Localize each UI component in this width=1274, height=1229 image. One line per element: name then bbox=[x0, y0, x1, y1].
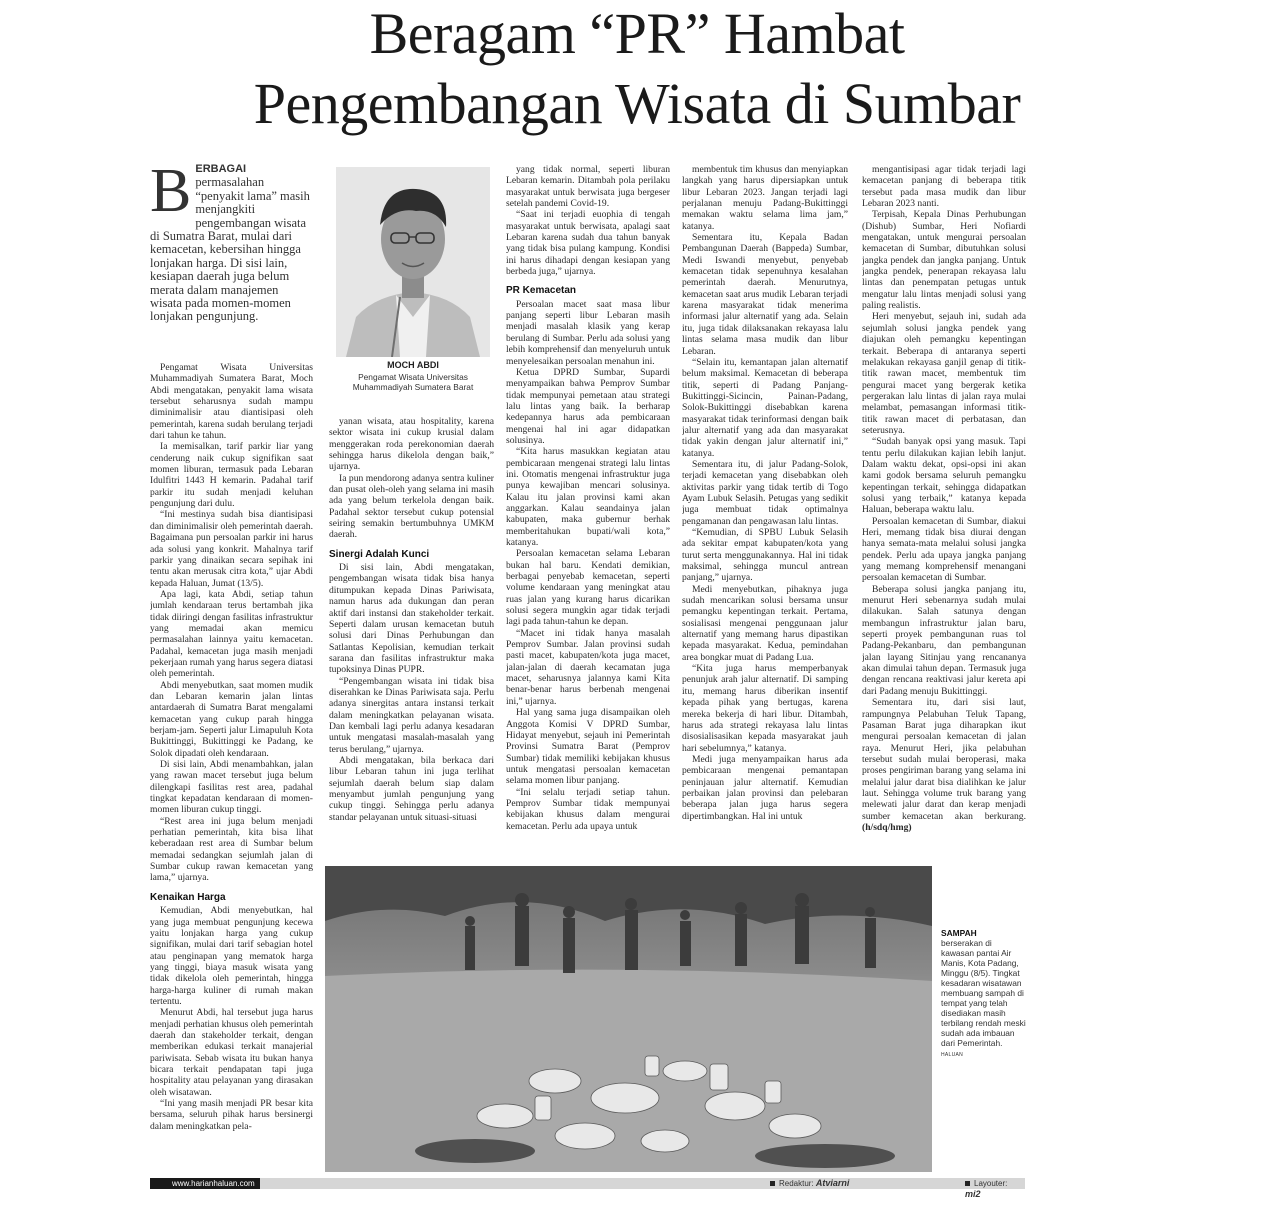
portrait-photo bbox=[336, 167, 490, 357]
paragraph: “Kita harus masukkan kegiatan atau pembicaraan mengenai strategi lalu lintas ini. Otomatis mengenai infrastruktur juga punya kewajiban mencari solusinya. Kalau itu jalan provinsi kami akan anggarkan. Kalau seandainya jalan kabupaten, maka gubernur berhak memberitahukan bupati/wali kota,” katanya. bbox=[506, 446, 670, 548]
paragraph: Apa lagi, kata Abdi, setiap tahun jumlah kendaraan terus bertambah jika tidak diiringi dengan fasilitas infrastruktur yang memadai akan memicu permasalahan lainnya yaitu kemacetan. Padahal, kemacetan juga masih menjadi pekerjaan rumah yang harus segera diatasi oleh pemerintah. bbox=[150, 588, 313, 680]
photo-caption bbox=[941, 928, 1027, 1060]
subheading-pr-kemacetan: PR Kemacetan bbox=[506, 285, 577, 297]
website-url[interactable]: www.harianhaluan.com bbox=[150, 1178, 260, 1189]
layouter-credit bbox=[965, 1178, 1025, 1200]
headline-line-2: Pengembangan Wisata di Sumbar bbox=[253, 71, 1021, 136]
paragraph: Pengamat Wisata Universitas Muhammadiyah Sumatera Barat, Moch Abdi mengatakan, penyakit lama wisata tersebut seharusnya sudah mampu diminimalisir atau diantisipasi oleh pemerintah, karena sudah berulang terjadi dari tahun ke tahun. bbox=[150, 362, 313, 442]
layouter-label: Layouter: bbox=[974, 1179, 1008, 1188]
paragraph: Kemudian, Abdi menyebutkan, hal yang juga membuat pengunjung kecewa yaitu lonjakan harga yang cukup signifikan, mulai dari tarif sebagian hotel atau penginapan yang mematok harga yang tinggi, biaya masuk wisata yang tidak dikelola oleh pemerintah, hingga harga-harga kuliner di rumah makan tertentu. bbox=[150, 905, 313, 1007]
paragraph: Sementara itu, Kepala Badan Pembangunan Daerah (Bappeda) Sumbar, Medi Iswandi menyebut, penyebab kemacetan tidak sepenuhnya kesalahan pemerintah daerah. Menurutnya, kemacetan saat arus mudik Lebaran terjadi karena masyarakat tidak menerima informasi jalur alternatif yang ada. Selain itu, juga tidak dilaksanakan rekayasa lalu lintas selama masa mudik dan libur Lebaran. bbox=[682, 232, 848, 357]
paragraph: Beberapa solusi jangka panjang itu, menurut Heri sebenarnya sudah mulai dilakukan. Salah satunya dengan membangun infrastruktur jalan baru, seperti proyek pembangunan ruas tol Padang-Pekanbaru, dan pembangunan jalan layang Sitinjau yang rencananya akan dimulai tahun depan. Termasuk juga dengan rencana reaktivasi jalur kereta api dari Padang menuju Bukittinggi. bbox=[862, 583, 1026, 697]
beach-trash-photo bbox=[325, 866, 932, 1172]
paragraph: “Selain itu, kemantapan jalan alternatif belum maksimal. Kemacetan di beberapa titik, seperti di Padang Panjang-Bukittinggi-Sicincin, Painan-Padang, Solok-Bukittinggi disebabkan karena masyarakat tidak terinformasi dengan baik jalur alternatif yang ada dan masyarakat tidak yakin dengan jalur alternatif ini,” katanya. bbox=[682, 356, 848, 459]
redaktur-credit bbox=[770, 1178, 849, 1189]
paragraph: Heri menyebut, sejauh ini, sudah ada sejumlah solusi jangka pendek yang diajukan oleh pemangku kepentingan terkait. Beberapa di antaranya seperti melakukan rekayasa ganjil genap di titik-titik rawan macet, membentuk tim pengurai macet yang bergerak ketika pergerakan lalu lintas di jalan raya mulai melambat, pemasangan informasi titik-titik rawan macet di perbatasan, dan seterusnya. bbox=[862, 311, 1026, 436]
paragraph: “Saat ini terjadi euophia di tengah masyarakat untuk berwisata, apalagi saat Lebaran karena sudah dua tahun banyak yang tidak bisa pulang kampung. Kondisi ini harus dihadapi dengan kesiapan yang berbeda juga,” ujarnya. bbox=[506, 209, 670, 278]
article-column-1 bbox=[150, 362, 313, 1170]
paragraph-text: Sementara itu, dari sisi laut, rampungnya Pelabuhan Teluk Tapang, Pasaman Barat juga diharapkan ikut mengurai persoalan kemacetan di jalan raya. Menurut Heri, jika pelabuhan tersebut sudah mulai beroperasi, maka proses pengiriman barang yang selama ini melalui jalur darat bisa dialihkan ke jalur laut. Sehingga volume truk barang yang melewati jalur darat dan kerap menjadi sumber kemacetan akan berkurang. bbox=[862, 697, 1026, 822]
paragraph: Hal yang sama juga disampaikan oleh Anggota Komisi V DPRD Sumbar, Hidayat menyebut, sejauh ini Pemerintah Provinsi Sumatra Barat (Pemprov Sumbar) tidak memiliki kebijakan khusus untuk mengatasi persoalan kemacetan selama momen libur panjang. bbox=[506, 707, 670, 787]
paragraph: “Sudah banyak opsi yang masuk. Tapi tentu perlu dilakukan kajian lebih lanjut. Dalam waktu dekat, opsi-opsi ini akan kami godok bersama seluruh pemangku kepentingan terkait, sehingga didapatkan solusi yang terbaik,” katanya kepada Haluan, beberapa waktu lalu. bbox=[862, 436, 1026, 516]
lead-text: permasalahan “penyakit lama” masih menjangkiti pengembangan wisata di Sumatra Barat, mulai dari kemacetan, kebersihan hingga lonjakan harga. Di sisi lain, kesiapan daerah juga belum merata dalam manajemen wisata pada momen-momen lonjakan pengunjung. bbox=[150, 175, 310, 324]
paragraph: yang tidak normal, seperti liburan Lebaran kemarin. Ditambah pola perilaku masyarakat untuk berwisata juga bergeser setelah pandemi Covid-19. bbox=[506, 164, 670, 210]
redaktur-label: Redaktur: bbox=[779, 1179, 814, 1188]
paragraph: yanan wisata, atau hospitality, karena sektor wisata ini cukup krusial dalam menggerakan roda perekonomian daerah sehingga harus dikelola dengan baik,” ujarnya. bbox=[329, 416, 494, 473]
subheading-sinergi: Sinergi Adalah Kunci bbox=[329, 548, 430, 560]
article-column-3 bbox=[506, 164, 670, 860]
article-column-4 bbox=[682, 164, 848, 860]
paragraph: “Kita juga harus memperbanyak penunjuk arah jalur alternatif. Di samping itu, memang harus diberikan insentif kepada pihak yang bertugas, karena mereka bekerja di hari libur. Ditambah, harus ada strategi rekayasa lalu lintas disosialisasikan kepada masyarakat jauh hari sebelumnya,” katanya. bbox=[682, 663, 848, 754]
paragraph: Medi juga menyampaikan harus ada pembicaraan mengenai pemantapan peninjauan jalur alternatif. Kemudian perbaikan jalan provinsi dan pelebaran beberapa jalan juga harus segera dipertimbangkan. Hal ini untuk bbox=[682, 753, 848, 822]
paragraph: Ia memisalkan, tarif parkir liar yang cenderung naik cukup signifikan saat momen liburan, termasuk pada Lebaran Idulfitri 1443 H kemarin. Padahal tarif parkir itu sudah menjadi keluhan pengunjung dari dulu. bbox=[150, 441, 313, 510]
paragraph: “Ini selalu terjadi setiap tahun. Pemprov Sumbar tidak mempunyai kebijakan khusus dalam mengurai kemacetan. Perlu ada upaya untuk bbox=[506, 786, 670, 832]
paragraph: “Pengembangan wisata ini tidak bisa diserahkan ke Dinas Pariwisata saja. Perlu adanya sinergitas antara instansi terkait dalam meningkatkan pelayanan wisata. Dan kembali lagi perlu adanya kesadaran untuk mengatasi masalah-masalah yang terus berulang,” ujarnya. bbox=[329, 675, 494, 755]
paragraph: mengantisipasi agar tidak terjadi lagi kemacetan panjang di beberapa titik tersebut pada masa mudik dan libur Lebaran 2023 nanti. bbox=[862, 164, 1026, 210]
footer-band bbox=[260, 1178, 1025, 1189]
photo-caption-title: SAMPAH bbox=[941, 928, 977, 938]
paragraph: “Ini mestinya sudah bisa diantisipasi dan diminimalisir oleh pemerintah daerah. Bagaimana pun persoalan parkir ini harus ada solusi yang konkrit. Mahalnya tarif parkir yang dinaikan secara sepihak ini tentu akan merusak citra kota,” ujar Abdi kepada Haluan, Jumat (13/5). bbox=[150, 509, 313, 589]
paragraph bbox=[862, 697, 1026, 833]
paragraph: “Kemudian, di SPBU Lubuk Selasih ada sekitar empat kabupaten/kota yang turut serta menggunakannya. Hal ini tidak maksimal, sehingga muncul antrean panjang,” ujarnya. bbox=[682, 527, 848, 584]
article-column-2 bbox=[329, 416, 494, 860]
photo-credit: HALUAN bbox=[941, 1052, 964, 1058]
redaktur-name: Atviarni bbox=[815, 1178, 850, 1188]
paragraph: Persoalan kemacetan selama Lebaran bukan hal baru. Kendati demikian, berbagai penyebab kemacetan, seperti volume kendaraan yang meningkat atau ruas jalan yang kurang harus dicarikan solusi segera mungkin agar tidak terjadi lagi pada tahun-tahun ke depan. bbox=[506, 548, 670, 628]
paragraph: Persoalan macet saat masa libur panjang seperti libur Lebaran masih menjadi masalah klasik yang kerap berulang di Sumbar. Perlu ada solusi yang lebih komprehensif dan menyeluruh untuk menyelesaikan persoalan menahun ini. bbox=[506, 298, 670, 367]
paragraph: Medi menyebutkan, pihaknya juga sudah mencarikan solusi bersama unsur pemangku kepentingan terkait. Pertama, sosialisasi mengenai penggunaan jalur alternatif yang memang harus dipastikan kepada masyarakat. Kedua, pemindahan area bongkar muat di Padang Lua. bbox=[682, 583, 848, 663]
paragraph: Persoalan kemacetan di Sumbar, diakui Heri, memang tidak bisa diurai dengan hanya semata-mata melalui solusi jangka pendek. Perlu ada upaya jangka panjang yang memang komprehensif menangani persoalan kemacetan di Sumbar. bbox=[862, 515, 1026, 584]
paragraph: Abdi menyebutkan, saat momen mudik dan Lebaran kemarin jalan lintas antardaerah di Sumatra Barat mengalami kemacetan yang cukup parah hingga berjam-jam. Seperti jalur Limapuluh Kota Bukittinggi, Bukittinggi ke Padang, ke Solok dipadati oleh kendaraan. bbox=[150, 679, 313, 759]
paragraph: Terpisah, Kepala Dinas Perhubungan (Dishub) Sumbar, Heri Nofiardi mengatakan, untuk mengurai persoalan kemacetan di Sumbar, dibutuhkan solusi jangka pendek dan jangka panjang. Untuk jangka pendek, penerapan rekayasa lalu lintas dan penempatan petugas untuk mengatur lalu lintas menjadi solusi yang paling realistis. bbox=[862, 209, 1026, 312]
portrait-role: Pengamat Wisata Universitas Muhammadiyah Sumatera Barat bbox=[352, 372, 474, 392]
square-bullet-icon bbox=[770, 1181, 775, 1186]
paragraph: Di sisi lain, Abdi menambahkan, jalan yang rawan macet tersebut juga belum dilengkapi fasilitas rest area, padahal tingkat kepadatan kendaraan di momen-momen liburan cukup tinggi. bbox=[150, 759, 313, 816]
paragraph: “Rest area ini juga belum menjadi perhatian pemerintah, kita bisa lihat keberadaan rest area di Sumbar belum memadai sedangkan sejumlah jalan di Sumbar cukup rawan kemacetan yang lama,” ujarnya. bbox=[150, 815, 313, 884]
paragraph: Abdi mengatakan, bila berkaca dari libur Lebaran tahun ini juga terlihat sejumlah daerah belum siap dalam menyambut jumlah pengunjung yang cukup tinggi. Sehingga perlu adanya standar pelayanan untuk situasi-situasi bbox=[329, 754, 494, 823]
paragraph: Di sisi lain, Abdi mengatakan, pengembangan wisata tidak bisa hanya ditumpukan kepada Dinas Pariwisata, namun harus ada dukungan dan peran aktif dari instansi dan stakeholder terkait. Seperti dalam urusan kemacetan butuh solusi dari Dinas Perhubungan dan Satlantas Kepolisian, kemudian terkait sarana dan fasilitas infrastruktur maka tupoksinya Dinas PUPR. bbox=[329, 562, 494, 676]
subheading-kenaikan-harga: Kenaikan Harga bbox=[150, 891, 226, 903]
paragraph: Ia pun mendorong adanya sentra kuliner dan pusat oleh-oleh yang selama ini masih ada yang belum terkelola dengan baik. Padahal sektor tersebut cukup potensial seiring semakin bertumbuhnya UMKM daerah. bbox=[329, 472, 494, 541]
headline-line-1: Beragam “PR” Hambat bbox=[369, 1, 905, 66]
author-sign: (h/sdq/hmg) bbox=[862, 821, 912, 833]
paragraph: Menurut Abdi, hal tersebut juga harus menjadi perhatian khusus oleh pemerintah daerah dan stakeholder terkait, dengan memberikan edukasi terkait manajerial pariwisata. Sebab wisata itu bukan hanya bicara terkait pendapatan tapi juga hospitality atau pelayanan yang dirasakan oleh wisatawan. bbox=[150, 1007, 313, 1098]
photo-caption-text: berserakan di kawasan pantai Air Manis, Kota Padang, Minggu (8/5). Tingkat kesadaran wisatawan membuang sampah di tempat yang telah disediakan masih terbilang rendah meski sudah ada imbauan dari Pemerintah. bbox=[941, 938, 1026, 1048]
lead-first-word: ERBAGAI bbox=[195, 163, 247, 175]
paragraph: membentuk tim khusus dan menyiapkan langkah yang harus dipersiapkan untuk libur Lebaran 2023. Jangan terjadi lagi perjalanan menuju Padang-Bukittinggi memakan waktu selama lima jam,” katanya. bbox=[682, 164, 848, 232]
layouter-name: mi2 bbox=[965, 1189, 981, 1199]
paragraph: “Ini yang masih menjadi PR besar kita bersama, seluruh pihak harus bersinergi dalam meningkatkan pela- bbox=[150, 1098, 313, 1132]
paragraph: Sementara itu, di jalur Padang-Solok, terjadi kemacetan yang disebabkan oleh aktivitas parkir yang tidak tertib di Togo Ayam Lubuk Selasih. Petugas yang sedikit juga membuat tidak optimalnya pengamanan dan pengawasan lalu lintas. bbox=[682, 458, 848, 527]
portrait-name: MOCH ABDI bbox=[387, 360, 439, 370]
drop-cap: B bbox=[150, 157, 192, 225]
article-column-5 bbox=[862, 164, 1026, 860]
paragraph: “Macet ini tidak hanya masalah Pemprov Sumbar. Jalan provinsi sudah pasti macet, kabupaten/kota juga macet, jalan-jalan di daerah kecamatan juga macet, seharusnya jalannya kami Kita benar-benar harus berbenah mengenai ini,” ujarnya. bbox=[506, 627, 670, 707]
paragraph: Ketua DPRD Sumbar, Supardi menyampaikan bahwa Pemprov Sumbar tidak mempunyai pemetaan atau strategi lalu lintas yang baik. Ia berharap kedepannya harus ada pembicaraan mengenai hal ini agar didapatkan solusinya. bbox=[506, 366, 670, 446]
lead-paragraph bbox=[150, 157, 310, 324]
page-footer bbox=[150, 1178, 1025, 1199]
square-bullet-icon bbox=[965, 1181, 970, 1186]
